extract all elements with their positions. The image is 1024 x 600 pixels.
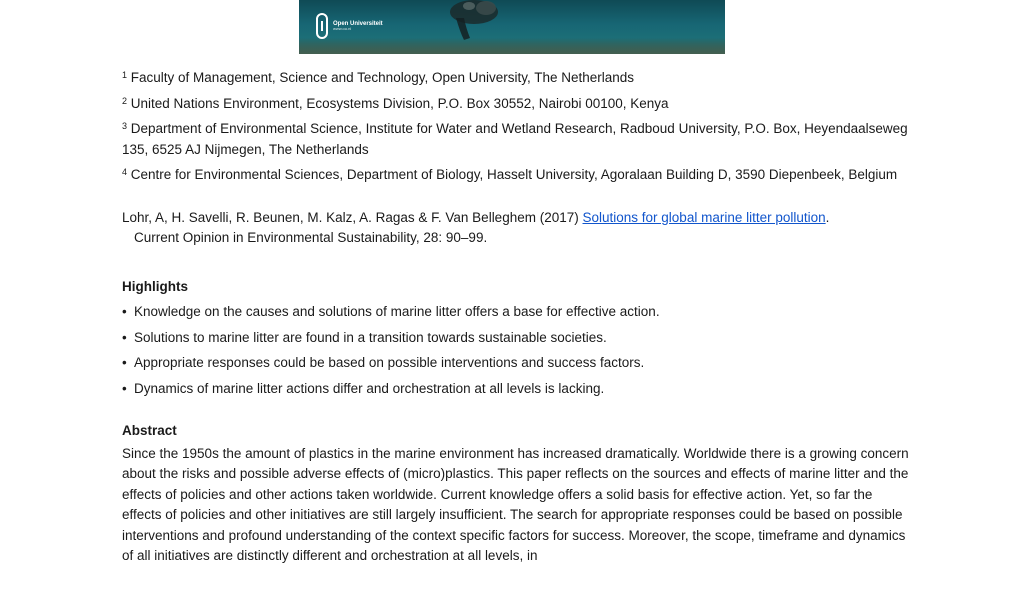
citation bbox=[122, 208, 912, 249]
logo-name: Open Universiteit bbox=[333, 20, 383, 27]
citation-link-suffix: . bbox=[825, 209, 830, 225]
diver-image bbox=[434, 0, 514, 42]
highlight-item bbox=[122, 379, 912, 400]
highlight-text: Knowledge on the causes and solutions of marine litter offers a base for effective action. bbox=[134, 304, 660, 319]
affiliation-number: 1 bbox=[122, 70, 128, 80]
affiliation-item bbox=[122, 119, 912, 160]
highlight-text: Dynamics of marine litter actions differ and orchestration at all levels is lacking. bbox=[134, 380, 605, 396]
affiliation-number: 3 bbox=[122, 121, 128, 131]
seabed bbox=[299, 38, 725, 54]
affiliation-number: 4 bbox=[122, 167, 128, 177]
highlight-item bbox=[122, 328, 912, 349]
affiliation-item bbox=[122, 94, 912, 115]
document-body bbox=[122, 68, 912, 567]
bullet-icon: • bbox=[122, 380, 127, 396]
logo-url: www.ou.nl bbox=[333, 26, 352, 32]
highlight-item bbox=[122, 353, 912, 374]
highlights-list bbox=[122, 302, 912, 399]
highlights-heading: Highlights bbox=[122, 278, 188, 294]
logo-mark-icon bbox=[315, 13, 329, 39]
open-universiteit-logo bbox=[315, 13, 383, 39]
bullet-icon: • bbox=[122, 304, 127, 319]
abstract-text: Since the 1950s the amount of plastics in the marine environment has increased dramatically. Worldwide there is a growing concern about the risks and possible adverse effects of (micro)plastics. This paper reflects on the sources and effects of marine litter and the effects of policies and other actions taken worldwide. Current knowledge offers a solid basis for effective action. Yet, so far the effects of policies and other initiatives are still largely insufficient. The search for appropriate responses could be based on possible interventions and profound understanding of the context specific factors for success. Moreover, the scope, timeframe and dynamics of all initiatives are distinctly different and orchestration at all levels, in bbox=[122, 445, 909, 563]
highlight-text: Appropriate responses could be based on possible interventions and success factors. bbox=[134, 355, 645, 370]
affiliation-text: Department of Environmental Science, Institute for Water and Wetland Research, Radboud University, P.O. Box, Heyendaalseweg 135, 6525 AJ Nijmegen, The Netherlands bbox=[122, 121, 908, 157]
affiliation-number: 2 bbox=[122, 95, 128, 106]
citation-journal: Current Opinion in Environmental Sustainability, 28: 90–99. bbox=[134, 230, 488, 245]
affiliation-text: United Nations Environment, Ecosystems Division, P.O. Box 30552, Nairobi 00100, Kenya bbox=[130, 95, 669, 111]
affiliation-text: Centre for Environmental Sciences, Department of Biology, Hasselt University, Agoralaan Building D, 3590 Diepenbeek, Belgium bbox=[130, 167, 898, 182]
affiliations-list bbox=[122, 68, 912, 186]
header-banner-image bbox=[299, 0, 725, 54]
affiliation-text: Faculty of Management, Science and Technology, Open University, The Netherlands bbox=[130, 70, 635, 85]
bullet-icon: • bbox=[122, 329, 127, 345]
citation-authors: Lohr, A, H. Savelli, R. Beunen, M. Kalz, A. Ragas & F. Van Belleghem (2017) bbox=[122, 209, 583, 225]
highlight-item bbox=[122, 302, 912, 323]
bullet-icon: • bbox=[122, 355, 127, 370]
article-link[interactable]: Solutions for global marine litter pollution bbox=[582, 209, 826, 225]
affiliation-item bbox=[122, 68, 912, 89]
abstract-heading: Abstract bbox=[122, 423, 177, 438]
highlight-text: Solutions to marine litter are found in a transition towards sustainable societies. bbox=[134, 329, 607, 345]
affiliation-item bbox=[122, 165, 912, 186]
